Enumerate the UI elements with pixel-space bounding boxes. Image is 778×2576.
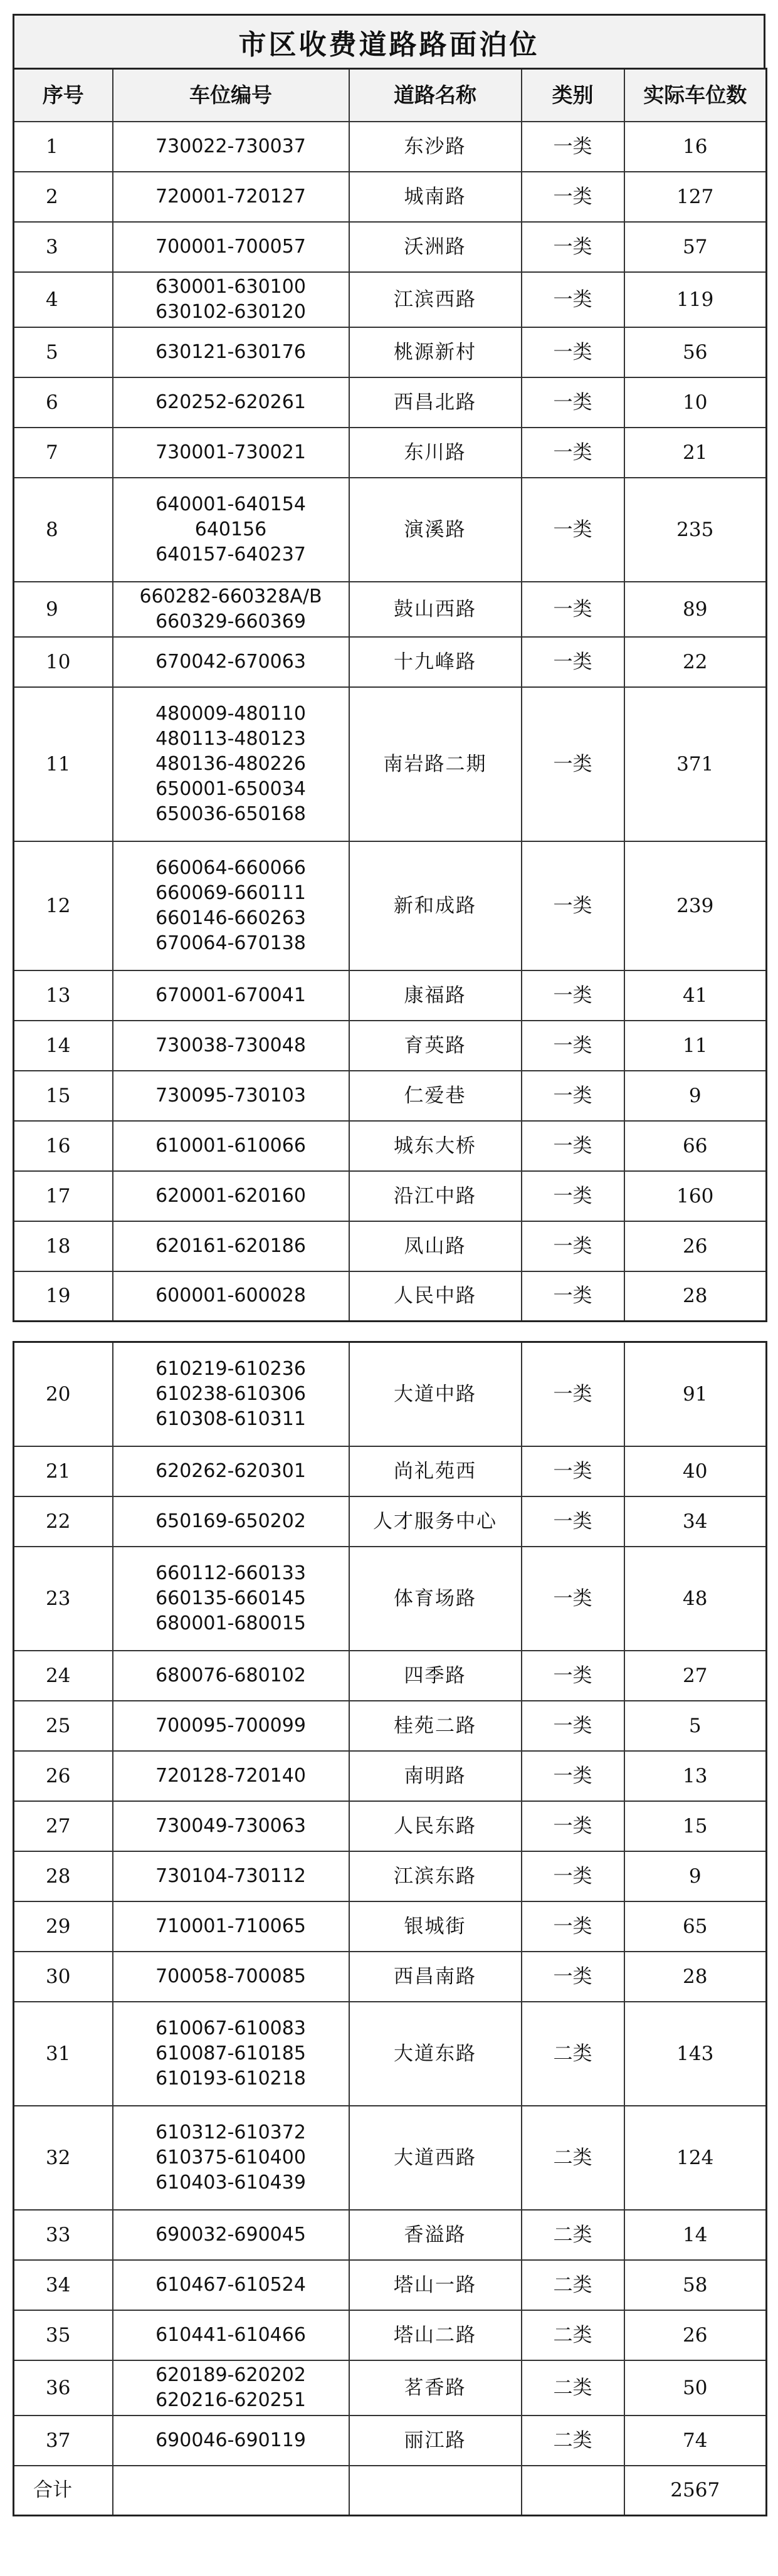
table-row (14, 1021, 767, 1071)
code-range: 630102-630120 (155, 300, 306, 323)
row-road: 育英路 (349, 1021, 522, 1071)
code-range: 650036-650168 (155, 802, 306, 825)
row-codes (113, 122, 349, 172)
code-range: 480113-480123 (155, 727, 306, 750)
table-row (14, 1121, 767, 1171)
row-road: 桂苑二路 (349, 1701, 522, 1751)
code-range: 660064-660066 (155, 856, 306, 879)
code-range: 680001-680015 (155, 1612, 306, 1634)
row-count: 239 (624, 841, 767, 970)
row-seq: 19 (14, 1271, 113, 1322)
row-seq: 14 (14, 1021, 113, 1071)
code-range: 720128-720140 (155, 1764, 306, 1787)
row-road: 仁爱巷 (349, 1071, 522, 1121)
row-seq: 12 (14, 841, 113, 970)
row-codes (113, 1851, 349, 1901)
row-road: 东川路 (349, 428, 522, 478)
table-row (14, 970, 767, 1021)
code-range: 660146-660263 (155, 907, 306, 929)
table-row (14, 2360, 767, 2416)
row-road: 城东大桥 (349, 1121, 522, 1171)
row-road: 茗香路 (349, 2360, 522, 2416)
row-seq: 6 (14, 377, 113, 428)
row-codes (113, 377, 349, 428)
total-row (14, 2466, 767, 2516)
row-category: 一类 (522, 970, 624, 1021)
code-range: 610001-610066 (155, 1134, 306, 1157)
table-row (14, 222, 767, 272)
row-seq: 33 (14, 2210, 113, 2260)
code-range: 720001-720127 (155, 185, 306, 208)
row-codes (113, 970, 349, 1021)
row-category: 一类 (522, 428, 624, 478)
row-category: 二类 (522, 2210, 624, 2260)
row-road: 大道西路 (349, 2106, 522, 2210)
code-range: 730049-730063 (155, 1814, 306, 1837)
row-count: 89 (624, 582, 767, 637)
row-category: 二类 (522, 2416, 624, 2466)
code-range: 620262-620301 (155, 1459, 306, 1482)
row-category: 一类 (522, 1171, 624, 1221)
code-range: 650001-650034 (155, 777, 306, 800)
table-row (14, 377, 767, 428)
row-road: 十九峰路 (349, 637, 522, 687)
code-range: 630001-630100 (155, 275, 306, 298)
table-row (14, 841, 767, 970)
code-range: 610193-610218 (155, 2067, 306, 2090)
code-range: 660135-660145 (155, 1587, 306, 1609)
row-seq: 27 (14, 1801, 113, 1851)
code-range: 620216-620251 (155, 2389, 306, 2411)
row-seq: 36 (14, 2360, 113, 2416)
header-road: 道路名称 (349, 69, 522, 122)
row-count: 21 (624, 428, 767, 478)
row-count: 9 (624, 1071, 767, 1121)
row-category: 一类 (522, 1751, 624, 1801)
row-category: 一类 (522, 1221, 624, 1271)
row-road: 人民中路 (349, 1271, 522, 1322)
parking-table-part-1 (13, 68, 767, 1322)
row-road: 凤山路 (349, 1221, 522, 1271)
row-seq: 31 (14, 2002, 113, 2106)
row-road: 城南路 (349, 172, 522, 222)
table-gap (13, 1322, 765, 1341)
row-codes (113, 582, 349, 637)
code-range: 610087-610185 (155, 2042, 306, 2064)
row-codes (113, 2310, 349, 2360)
row-codes (113, 2002, 349, 2106)
row-count: 124 (624, 2106, 767, 2210)
row-road: 西昌北路 (349, 377, 522, 428)
row-count: 74 (624, 2416, 767, 2466)
table-row (14, 478, 767, 582)
row-road: 康福路 (349, 970, 522, 1021)
row-road: 银城街 (349, 1901, 522, 1952)
row-count: 26 (624, 2310, 767, 2360)
row-road: 鼓山西路 (349, 582, 522, 637)
parking-table-part-2 (13, 1341, 767, 2516)
row-seq: 10 (14, 637, 113, 687)
table-row (14, 2416, 767, 2466)
row-count: 10 (624, 377, 767, 428)
row-road: 桃源新村 (349, 327, 522, 377)
code-range: 670064-670138 (155, 932, 306, 954)
table-row (14, 1901, 767, 1952)
row-count: 11 (624, 1021, 767, 1071)
table-row (14, 637, 767, 687)
row-road: 大道东路 (349, 2002, 522, 2106)
header-codes: 车位编号 (113, 69, 349, 122)
row-category: 一类 (522, 172, 624, 222)
row-count: 56 (624, 327, 767, 377)
table-row (14, 2310, 767, 2360)
row-category: 一类 (522, 1851, 624, 1901)
row-category: 二类 (522, 2002, 624, 2106)
row-category: 一类 (522, 1071, 624, 1121)
code-range: 670001-670041 (155, 984, 306, 1006)
row-codes (113, 327, 349, 377)
code-range: 610308-610311 (155, 1407, 306, 1430)
row-road: 南岩路二期 (349, 687, 522, 841)
code-range: 700001-700057 (155, 235, 306, 258)
row-seq: 16 (14, 1121, 113, 1171)
row-seq: 22 (14, 1496, 113, 1547)
row-codes (113, 2210, 349, 2260)
table-row (14, 327, 767, 377)
code-range: 730104-730112 (155, 1864, 306, 1887)
code-range: 610312-610372 (155, 2121, 306, 2143)
table-row (14, 1751, 767, 1801)
row-category: 一类 (522, 1021, 624, 1071)
row-codes (113, 1952, 349, 2002)
code-range: 610403-610439 (155, 2171, 306, 2194)
row-road: 体育场路 (349, 1547, 522, 1651)
row-codes (113, 1496, 349, 1547)
code-range: 610067-610083 (155, 2017, 306, 2039)
row-codes (113, 1651, 349, 1701)
code-range: 640156 (194, 518, 267, 540)
row-count: 9 (624, 1851, 767, 1901)
code-range: 730095-730103 (155, 1084, 306, 1107)
row-seq: 26 (14, 1751, 113, 1801)
table-title: 市区收费道路路面泊位 (13, 14, 765, 68)
row-category: 一类 (522, 687, 624, 841)
row-codes (113, 2260, 349, 2310)
table-row (14, 1952, 767, 2002)
code-range: 620252-620261 (155, 391, 306, 413)
table-row (14, 1271, 767, 1322)
code-range: 630121-630176 (155, 340, 306, 363)
row-codes (113, 1342, 349, 1446)
row-category: 一类 (522, 1496, 624, 1547)
code-range: 730038-730048 (155, 1034, 306, 1056)
row-road: 江滨东路 (349, 1851, 522, 1901)
row-category: 一类 (522, 377, 624, 428)
row-road: 东沙路 (349, 122, 522, 172)
code-range: 610441-610466 (155, 2323, 306, 2346)
row-category: 二类 (522, 2360, 624, 2416)
code-range: 710001-710065 (155, 1915, 306, 1937)
table-row (14, 1496, 767, 1547)
row-road: 沿江中路 (349, 1171, 522, 1221)
row-road: 演溪路 (349, 478, 522, 582)
code-range: 690046-690119 (155, 2429, 306, 2451)
row-category: 一类 (522, 582, 624, 637)
row-seq: 4 (14, 272, 113, 327)
row-count: 5 (624, 1701, 767, 1751)
row-codes (113, 2106, 349, 2210)
row-seq: 35 (14, 2310, 113, 2360)
row-category: 一类 (522, 272, 624, 327)
code-range: 600001-600028 (155, 1285, 306, 1307)
row-count: 127 (624, 172, 767, 222)
row-count: 28 (624, 1952, 767, 2002)
row-road: 南明路 (349, 1751, 522, 1801)
table-row (14, 122, 767, 172)
code-range: 480009-480110 (155, 702, 306, 725)
row-category: 一类 (522, 841, 624, 970)
row-seq: 29 (14, 1901, 113, 1952)
header-seq: 序号 (14, 69, 113, 122)
row-count: 40 (624, 1446, 767, 1496)
code-range: 660112-660133 (155, 1562, 306, 1584)
row-category: 一类 (522, 1801, 624, 1851)
row-seq: 28 (14, 1851, 113, 1901)
table-row (14, 687, 767, 841)
code-range: 680076-680102 (155, 1664, 306, 1686)
row-count: 34 (624, 1496, 767, 1547)
code-range: 660282-660328A/B (139, 585, 322, 607)
row-count: 371 (624, 687, 767, 841)
row-codes (113, 1021, 349, 1071)
row-seq: 11 (14, 687, 113, 841)
row-road: 西昌南路 (349, 1952, 522, 2002)
row-codes (113, 1751, 349, 1801)
code-range: 620189-620202 (155, 2363, 306, 2386)
row-seq: 8 (14, 478, 113, 582)
row-codes (113, 1701, 349, 1751)
row-count: 119 (624, 272, 767, 327)
header-count: 实际车位数 (624, 69, 767, 122)
row-category: 一类 (522, 1651, 624, 1701)
code-range: 730022-730037 (155, 135, 306, 157)
row-category: 一类 (522, 1446, 624, 1496)
row-category: 一类 (522, 327, 624, 377)
row-category: 一类 (522, 1342, 624, 1446)
total-count: 2567 (624, 2466, 767, 2516)
row-seq: 25 (14, 1701, 113, 1751)
code-range: 660329-660369 (155, 610, 306, 633)
table-row (14, 428, 767, 478)
row-codes (113, 1801, 349, 1851)
row-codes (113, 428, 349, 478)
row-category: 一类 (522, 1952, 624, 2002)
row-count: 13 (624, 1751, 767, 1801)
row-seq: 5 (14, 327, 113, 377)
row-count: 66 (624, 1121, 767, 1171)
row-seq: 37 (14, 2416, 113, 2466)
row-count: 41 (624, 970, 767, 1021)
row-road: 人才服务中心 (349, 1496, 522, 1547)
row-road: 四季路 (349, 1651, 522, 1701)
row-category: 一类 (522, 637, 624, 687)
row-seq: 23 (14, 1547, 113, 1651)
row-category: 二类 (522, 2310, 624, 2360)
row-category: 二类 (522, 2106, 624, 2210)
row-count: 160 (624, 1171, 767, 1221)
row-category: 一类 (522, 478, 624, 582)
code-range: 690032-690045 (155, 2223, 306, 2246)
row-codes (113, 1271, 349, 1322)
row-category: 一类 (522, 1121, 624, 1171)
row-road: 丽江路 (349, 2416, 522, 2466)
row-seq: 15 (14, 1071, 113, 1121)
table-row (14, 1446, 767, 1496)
table-row (14, 272, 767, 327)
code-range: 650169-650202 (155, 1510, 306, 1532)
table-row (14, 1851, 767, 1901)
row-codes (113, 1547, 349, 1651)
row-codes (113, 841, 349, 970)
row-seq: 30 (14, 1952, 113, 2002)
row-road: 大道中路 (349, 1342, 522, 1446)
row-codes (113, 1901, 349, 1952)
row-count: 27 (624, 1651, 767, 1701)
code-range: 670042-670063 (155, 650, 306, 673)
row-category: 一类 (522, 222, 624, 272)
code-range: 610467-610524 (155, 2273, 306, 2296)
row-category: 一类 (522, 1901, 624, 1952)
row-road: 人民东路 (349, 1801, 522, 1851)
total-empty-3 (522, 2466, 624, 2516)
row-seq: 21 (14, 1446, 113, 1496)
table-row (14, 1651, 767, 1701)
row-category: 二类 (522, 2260, 624, 2310)
code-range: 640001-640154 (155, 493, 306, 515)
row-count: 48 (624, 1547, 767, 1651)
row-category: 一类 (522, 1701, 624, 1751)
row-count: 50 (624, 2360, 767, 2416)
row-seq: 24 (14, 1651, 113, 1701)
row-category: 一类 (522, 122, 624, 172)
row-count: 16 (624, 122, 767, 172)
header-row (14, 69, 767, 122)
row-codes (113, 1171, 349, 1221)
row-count: 57 (624, 222, 767, 272)
code-range: 620161-620186 (155, 1234, 306, 1257)
row-road: 塔山二路 (349, 2310, 522, 2360)
code-range: 610219-610236 (155, 1357, 306, 1380)
table-row (14, 2002, 767, 2106)
row-codes (113, 1071, 349, 1121)
row-count: 91 (624, 1342, 767, 1446)
table-row (14, 1071, 767, 1121)
table-row (14, 1547, 767, 1651)
row-seq: 2 (14, 172, 113, 222)
row-codes (113, 1121, 349, 1171)
table-row (14, 2260, 767, 2310)
code-range: 700058-700085 (155, 1965, 306, 1987)
row-codes (113, 478, 349, 582)
table-row (14, 2106, 767, 2210)
table-row (14, 172, 767, 222)
row-count: 58 (624, 2260, 767, 2310)
row-seq: 7 (14, 428, 113, 478)
row-category: 一类 (522, 1547, 624, 1651)
row-road: 沃洲路 (349, 222, 522, 272)
row-road: 塔山一路 (349, 2260, 522, 2310)
row-codes (113, 172, 349, 222)
row-count: 15 (624, 1801, 767, 1851)
table-row (14, 1171, 767, 1221)
row-count: 26 (624, 1221, 767, 1271)
row-seq: 13 (14, 970, 113, 1021)
row-seq: 34 (14, 2260, 113, 2310)
row-road: 香溢路 (349, 2210, 522, 2260)
row-codes (113, 272, 349, 327)
row-codes (113, 1446, 349, 1496)
table-row (14, 1701, 767, 1751)
code-range: 620001-620160 (155, 1184, 306, 1207)
table-row (14, 582, 767, 637)
row-count: 143 (624, 2002, 767, 2106)
row-seq: 9 (14, 582, 113, 637)
table-row (14, 1221, 767, 1271)
code-range: 660069-660111 (155, 881, 306, 904)
parking-table-sheet (13, 14, 765, 2516)
row-road: 新和成路 (349, 841, 522, 970)
code-range: 610375-610400 (155, 2146, 306, 2169)
total-empty-2 (349, 2466, 522, 2516)
row-codes (113, 637, 349, 687)
row-count: 28 (624, 1271, 767, 1322)
row-codes (113, 1221, 349, 1271)
row-codes (113, 687, 349, 841)
total-empty-1 (113, 2466, 349, 2516)
row-codes (113, 222, 349, 272)
row-road: 江滨西路 (349, 272, 522, 327)
table-row (14, 2210, 767, 2260)
code-range: 640157-640237 (155, 543, 306, 565)
row-road: 尚礼苑西 (349, 1446, 522, 1496)
code-range: 610238-610306 (155, 1382, 306, 1405)
header-category: 类别 (522, 69, 624, 122)
row-count: 22 (624, 637, 767, 687)
row-codes (113, 2416, 349, 2466)
code-range: 730001-730021 (155, 441, 306, 463)
table-row (14, 1342, 767, 1446)
row-seq: 3 (14, 222, 113, 272)
row-seq: 1 (14, 122, 113, 172)
row-count: 14 (624, 2210, 767, 2260)
row-count: 235 (624, 478, 767, 582)
total-label: 合计 (14, 2466, 113, 2516)
row-codes (113, 2360, 349, 2416)
row-seq: 32 (14, 2106, 113, 2210)
row-seq: 17 (14, 1171, 113, 1221)
code-range: 700095-700099 (155, 1714, 306, 1737)
row-count: 65 (624, 1901, 767, 1952)
row-category: 一类 (522, 1271, 624, 1322)
row-seq: 18 (14, 1221, 113, 1271)
row-seq: 20 (14, 1342, 113, 1446)
table-row (14, 1801, 767, 1851)
code-range: 480136-480226 (155, 752, 306, 775)
